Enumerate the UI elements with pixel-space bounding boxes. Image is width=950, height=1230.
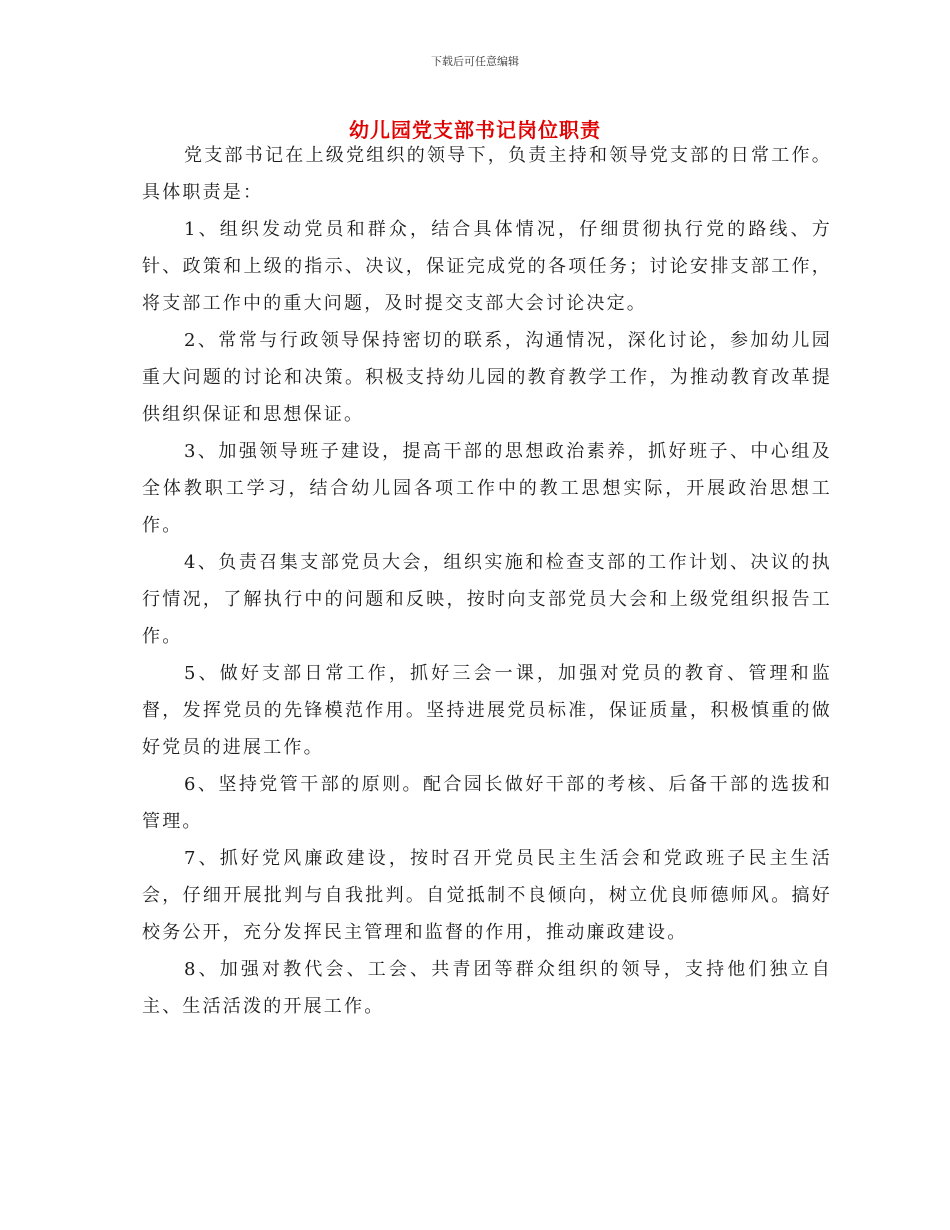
paragraph-duty-4: 4、负责召集支部党员大会，组织实施和检查支部的工作计划、决议的执行情况，了解执行中的问题和反映，按时向支部党员大会和上级党组织报告工作。 xyxy=(142,552,832,647)
paragraph-duty-5: 5、做好支部日常工作，抓好三会一课，加强对党员的教育、管理和监督，发挥党员的先锋模范作用。坚持进展党员标准，保证质量，积极慎重的做好党员的进展工作。 xyxy=(142,663,832,758)
paragraph-duty-7: 7、抓好党风廉政建设，按时召开党员民主生活会和党政班子民主生活会，仔细开展批判与自我批判。自觉抵制不良倾向，树立优良师德师风。搞好校务公开，充分发挥民主管理和监督的作用，推动廉政建设。 xyxy=(142,848,832,943)
paragraph-duty-6: 6、坚持党管干部的原则。配合园长做好干部的考核、后备干部的选拔和管理。 xyxy=(142,774,832,832)
paragraph-duty-8: 8、加强对教代会、工会、共青团等群众组织的领导，支持他们独立自主、生活活泼的开展工作。 xyxy=(142,959,832,1017)
document-body xyxy=(142,137,832,1025)
header-note: 下载后可任意编辑 xyxy=(431,55,519,68)
paragraph-duty-2: 2、常常与行政领导保持密切的联系，沟通情况，深化讨论，参加幼儿园重大问题的讨论和决策。积极支持幼儿园的教育教学工作，为推动教育改革提供组织保证和思想保证。 xyxy=(142,330,832,425)
paragraph-intro: 党支部书记在上级党组织的领导下，负责主持和领导党支部的日常工作。具体职责是： xyxy=(142,145,832,203)
paragraph-duty-1: 1、组织发动党员和群众，结合具体情况，仔细贯彻执行党的路线、方针、政策和上级的指示、决议，保证完成党的各项任务；讨论安排支部工作，将支部工作中的重大问题，及时提交支部大会讨论决定。 xyxy=(142,219,832,314)
paragraph-duty-3: 3、加强领导班子建设，提高干部的思想政治素养，抓好班子、中心组及全体教职工学习，结合幼儿园各项工作中的教工思想实际，开展政治思想工作。 xyxy=(142,441,832,536)
document-title: 幼儿园党支部书记岗位职责 xyxy=(349,118,601,142)
